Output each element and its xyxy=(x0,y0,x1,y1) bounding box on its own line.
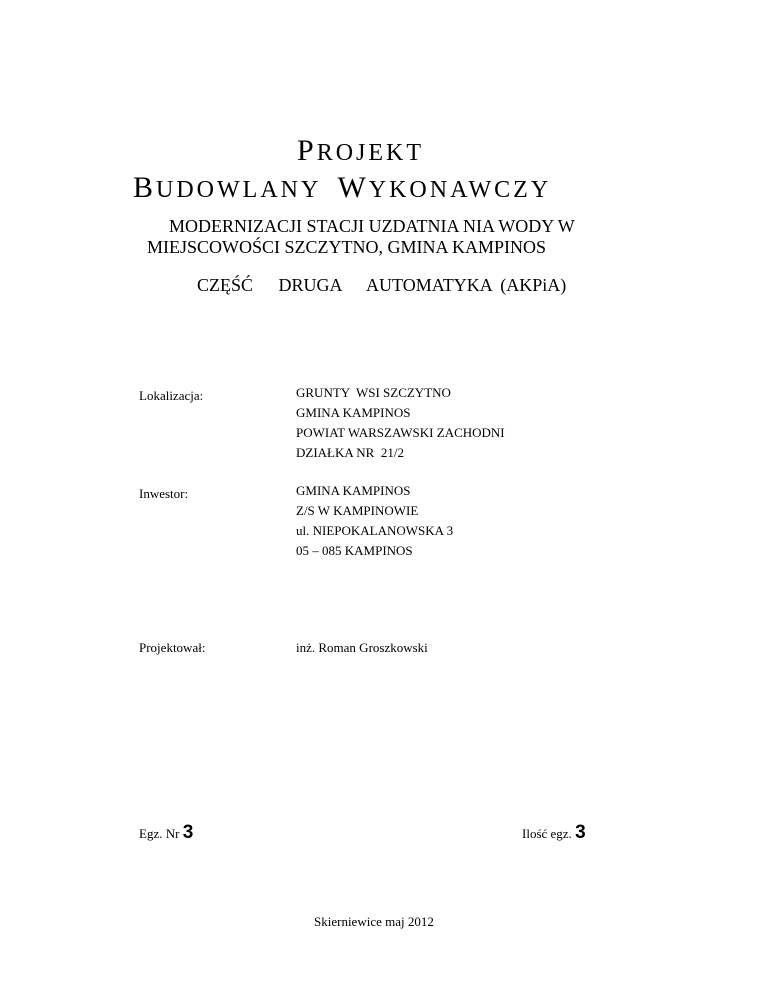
investor-line: GMINA KAMPINOS xyxy=(296,483,411,498)
investor-line: ul. NIEPOKALANOWSKA 3 xyxy=(296,523,454,538)
designer-label: Projektował: xyxy=(139,640,206,655)
location-value xyxy=(296,383,505,463)
copy-number xyxy=(139,823,193,842)
title-line-2 xyxy=(133,173,551,203)
place-date: Skierniewice maj 2012 xyxy=(314,914,434,929)
copy-count xyxy=(522,823,586,842)
designer-value: inż. Roman Groszkowski xyxy=(296,640,428,655)
title-line-1-rest: ROJEKT xyxy=(316,140,425,166)
title-word-1-rest: UDOWLANY xyxy=(156,177,321,203)
investor-line: 05 – 085 KAMPINOS xyxy=(296,543,413,558)
subtitle-line-1: MODERNIZACJI STACJI UZDATNIA NIA WODY W xyxy=(169,216,575,236)
investor-label: Inwestor: xyxy=(139,486,189,501)
copy-count-value: 3 xyxy=(575,822,586,843)
investor-value xyxy=(296,481,453,561)
title-word-1-initial: B xyxy=(133,171,157,204)
location-label: Lokalizacja: xyxy=(139,388,204,403)
investor-line: Z/S W KAMPINOWIE xyxy=(296,503,419,518)
location-line: GRUNTY WSI SZCZYTNO xyxy=(296,385,451,400)
location-line: POWIAT WARSZAWSKI ZACHODNI xyxy=(296,425,505,440)
title-word-2-rest: YKONAWCZY xyxy=(368,177,552,203)
subtitle-line-2: MIEJSCOWOŚCI SZCZYTNO, GMINA KAMPINOS xyxy=(147,237,547,257)
title-word-2-initial: W xyxy=(337,171,369,204)
copy-number-value: 3 xyxy=(182,822,194,843)
copy-count-label: Ilość egz. xyxy=(522,826,572,841)
title-line-1 xyxy=(297,136,424,166)
copy-number-label: Egz. Nr xyxy=(139,826,180,841)
part-heading: CZĘŚĆ DRUGA AUTOMATYKA (AKPiA) xyxy=(197,275,567,295)
location-line: GMINA KAMPINOS xyxy=(296,405,411,420)
title-line-1-initial: P xyxy=(297,134,317,167)
location-line: DZIAŁKA NR 21/2 xyxy=(296,445,404,460)
